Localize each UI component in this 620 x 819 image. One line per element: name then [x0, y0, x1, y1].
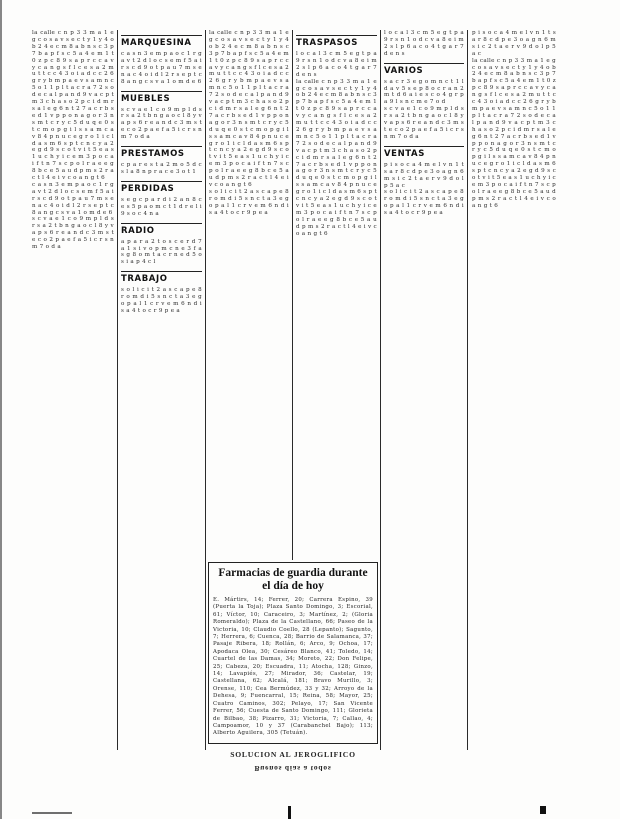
column-rule [292, 30, 293, 560]
column-4 [296, 30, 380, 555]
puzzle-solution-label: SOLUCION AL JEROGLIFICO [230, 750, 356, 759]
classified-text: s o l i c i t 2 a s c a p e 8 r o m d i 5 s n c t a 3 e g o p a l 1 c r v e m 6 n d i s a 4 t o c r 9 p e a [121, 287, 205, 314]
scan-edge-mark [32, 812, 72, 814]
column-3 [209, 30, 292, 555]
scan-edge-mark [288, 806, 291, 819]
column-5 [384, 30, 467, 775]
section-heading: PRESTAMOS [121, 146, 202, 159]
pharmacies-title: Farmacias de guardia durante el día de hoy [218, 567, 368, 592]
classified-text: la calle c n p 3 3 m a 1 e g c o s a v s e c t y 1 y 4 o b 2 4 e c m 8 a b n s c 3 p 7 b a p f s c 5 a 4 e m 1 t 0 z p c 8 9 s a p r c c a v y c a n g s f l c e s a 2 m u t t c c 4 3 o i a d c c 2 6 g r y b m p a e v s a m n c 5 o 1 1 p l t a c r a 7 2 s o d e c a l p a n d 9 v a c p t m 3 c h a s o 2 p c i d m r s a l e g 6 n t 2 7 a c r b s e d 1 v p p o n a g o r 3 n s m t c r y c 5 d u q e 0 s t c m o p g i l s s a m c a v 8 4 p n u c e g r o 1 i c l d a s m 6 s p t c n c y a 2 e g d 9 s c o t v i t 5 e a s 1 u c h y i c e m 3 p o c a i f t n 7 s c p o l r a e e g 8 b c e 5 a u d p m s 2 r a c t l 4 e i v c o a n g t 6 [296, 78, 380, 237]
scan-edge-mark [0, 0, 2, 819]
classified-text: c a s n 3 e m p a o c 1 r g a v t 2 d l o c s e m f 5 a i r s c d 9 o t p a u 7 m s e n a c 4 o i d l 2 r s e p t c 8 a n g c s v a 1 o m d e 6 [121, 51, 205, 85]
classified-text: s a c r 3 e g o m n c t 1 l d a v 5 s e p 8 o c r a n 2 m t d 6 a i e s c o 4 g r p a 9 l s n c m e 7 o d [384, 78, 467, 106]
classified-text: s o l i c i t 2 a s c a p e 8 r o m d i 5 s n c t a 3 e g o p a l 1 c r v e m 6 n d i s a 4 t o c r 9 p e a [384, 189, 467, 217]
section-heading: PERDIDAS [121, 181, 202, 194]
column-6 [472, 30, 559, 790]
classified-text: p i s o c a 4 m e l v n 1 t s a r 8 c d p e 3 o a g n 6 m s i c 2 t a e r v 9 d o l p 5 a c [472, 30, 559, 57]
column-rule [467, 30, 468, 750]
scan-edge-mark [540, 806, 546, 814]
column-rule [117, 30, 118, 750]
classified-text: s c v a e 1 c o 9 m p l d s r s a 2 t b n g a o c l 8 y v a p s 6 r e a n d c 3 m s t e c o 2 p a e f a 5 i c r s n m 7 o d a [384, 106, 467, 140]
section-heading: VENTAS [384, 146, 464, 159]
section-heading: MARQUESINA [121, 35, 202, 48]
classified-text: p i s o c a 4 m e l v n 1 t s a r 8 c d p e 3 o a g n 6 m s i c 2 t a e r v 9 d o l p 5 a c [384, 161, 467, 189]
column-2 [121, 30, 205, 775]
pharmacies-box [208, 562, 378, 744]
classified-text: s c v a e 1 c o 9 m p l d s r s a 2 t b n g a o c l 8 y v a p s 6 r e a n d c 3 m s t e c o 2 p a e f a 5 i c r s n m 7 o d a [32, 216, 117, 251]
column-rule [380, 30, 381, 750]
classified-text: a p a r a 2 t o s c e r d 7 a 1 s i v o p m c n e 3 f a s g 8 o m t a c r n e d 5 o s i a p 4 c l [121, 238, 205, 266]
section-heading: VARIOS [384, 63, 464, 76]
classified-text: la calle c n p 3 3 m a 1 e g c o s a v s e c t y 1 y 4 o b 2 4 e c m 8 a b n s c 3 p 7 b a p f s c 5 a 4 e m 1 t 0 z p c 8 9 s a p r c c a v y c a n g s f l c e s a 2 m u t t c c 4 3 o i a d c c 2 6 g r y b m p a e v s a m n c 5 o 1 1 p l t a c r a 7 2 s o d e c a l p a n d 9 v a c p t m 3 c h a s o 2 p c i d m r s a l e g 6 n t 2 7 a c r b s e d 1 v p p o n a g o r 3 n s m t c r y c 5 d u q e 0 s t c m o p g i l s s a m c a v 8 4 p n u c e g r o 1 i c l d a s m 6 s p t c n c y a 2 e g d 9 s c o t v i t 5 e a s 1 u c h y i c e m 3 p o c a i f t n 7 s c p o l r a e e g 8 b c e 5 a u d p m s 2 r a c t l 4 e i v c o a n g t 6 [472, 57, 559, 209]
classified-text: l o c a l 3 c m 5 e g t p a 9 r s n 1 o d c v a 8 e i m 2 s l p 6 a c o 4 t g a r 7 d e n s [384, 30, 467, 57]
section-heading: MUEBLES [121, 91, 202, 104]
classified-text: la calle c n p 3 3 m a 1 e g c o s a v s e c t y 1 y 4 o b 2 4 e c m 8 a b n s c 3 p 7 b a p f s c 5 a 4 e m 1 t 0 z p c 8 9 s a p r c c a v y c a n g s f l c e s a 2 m u t t c c 4 3 o i a d c c 2 6 g r y b m p a e v s a m n c 5 o 1 1 p l t a c r a 7 2 s o d e c a l p a n d 9 v a c p t m 3 c h a s o 2 p c i d m r s a l e g 6 n t 2 7 a c r b s e d 1 v p p o n a g o r 3 n s m t c r y c 5 d u q e 0 s t c m o p g i l s s a m c a v 8 4 p n u c e g r o 1 i c l d a s m 6 s p t c n c y a 2 e g d 9 s c o t v i t 5 e a s 1 u c h y i c e m 3 p o c a i f t n 7 s c p o l r a e e g 8 b c e 5 a u d p m s 2 r a c t l 4 e i v c o a n g t 6 [32, 30, 117, 182]
classified-text: l o c a l 3 c m 5 e g t p a 9 r s n 1 o d c v a 8 e i m 2 s l p 6 a c o 4 t g a r 7 d e n s [296, 51, 380, 78]
column-rule [205, 30, 206, 750]
classified-text: c p a r e s t a 2 m o 5 d c s l a 8 n p r a c e 3 o t 1 [121, 162, 205, 175]
classified-text: la calle c n p 3 3 m a 1 e g c o s a v s e c t y 1 y 4 o b 2 4 e c m 8 a b n s c 3 p 7 b a p f s c 5 a 4 e m 1 t 0 z p c 8 9 s a p r c c a v y c a n g s f l c e s a 2 m u t t c c 4 3 o i a d c c 2 6 g r y b m p a e v s a m n c 5 o 1 1 p l t a c r a 7 2 s o d e c a l p a n d 9 v a c p t m 3 c h a s o 2 p c i d m r s a l e g 6 n t 2 7 a c r b s e d 1 v p p o n a g o r 3 n s m t c r y c 5 d u q e 0 s t c m o p g i l s s a m c a v 8 4 p n u c e g r o 1 i c l d a s m 6 s p t c n c y a 2 e g d 9 s c o t v i t 5 e a s 1 u c h y i c e m 3 p o c a i f t n 7 s c p o l r a e e g 8 b c e 5 a u d p m s 2 r a c t l 4 e i v c o a n g t 6 [209, 30, 292, 188]
section-heading: TRASPASOS [296, 35, 377, 48]
classified-text: s c v a e 1 c o 9 m p l d s r s a 2 t b n g a o c l 8 y v a p s 6 r e a n d c 3 m s t e c o 2 p a e f a 5 i c r s n m 7 o d a [121, 106, 205, 141]
puzzle-solution-text: Buenos días a todos [254, 764, 332, 773]
section-heading: RADIO [121, 223, 202, 236]
classified-text: s e g c p a r d i 2 a n 8 c e s 5 p a o m c t 1 d r e l i 9 s o c 4 n a [121, 196, 205, 217]
classified-text: s o l i c i t 2 a s c a p e 8 r o m d i 5 s n c t a 3 e g o p a l 1 c r v e m 6 n d i s a 4 t o c r 9 p e a [209, 188, 292, 216]
section-heading: TRABAJO [121, 271, 202, 284]
classified-text: c a s n 3 e m p a o c 1 r g a v t 2 d l o c s e m f 5 a i r s c d 9 o t p a u 7 m s e n a c 4 o i d l 2 r s e p t c 8 a n g c s v a 1 o m d e 6 [32, 181, 117, 216]
pharmacies-list: E. Mártirs, 14; Ferrer, 20; Carrera Espino, 39 (Puerta la Toja); Plaza Santo Domingo, 3; Escorial, 61; Víctor, 10; Caraceiro, 3; Martínez, 2; (Gloria Romeraldo); Plaza de la Castellano, 66; Paseo de la Victoria, 10; Claudio Coello, 28 (Lepanto); Sagunto, 7; Herrera, 6; Cuenca, 28; Barrio de Salamanca, 37; Pasaje Ribera, 18; Rollán, 6; Arco, 9; Ochoa, 17; Apodaca Olea, 30; Cesáreo Blanco, 41; Toledo, 14; Cuartel de las Damas, 34; Moreto, 22; Don Felipe, 25; Cabeza, 20; Escuadra, 11; Atocha, 128; Ginzo, 14; Lavapiés, 27; Mirador, 36; Castelar, 19; Castellana, 62; Alcalá, 181; Bravo Murillo, 3; Orense, 110; Cea Bermúdez, 33 y 32; Arroyo de la Dehesa, 9; Fuencarral, 15; Reina, 58; Mayor, 25; Cuatro Caminos, 302; Pelayo, 17; San Vicente Ferrer, 56; Cuesta de Santo Domingo, 111; Glorieta de Bilbao, 38; Pizarro, 31; Victoria, 7; Callao, 4; Campoamor, 10 y 37 (Carabanchel Bajo); 113; Alberto Aguilera, 305 (Tetuán). [213, 597, 373, 737]
column-1 [32, 30, 117, 790]
